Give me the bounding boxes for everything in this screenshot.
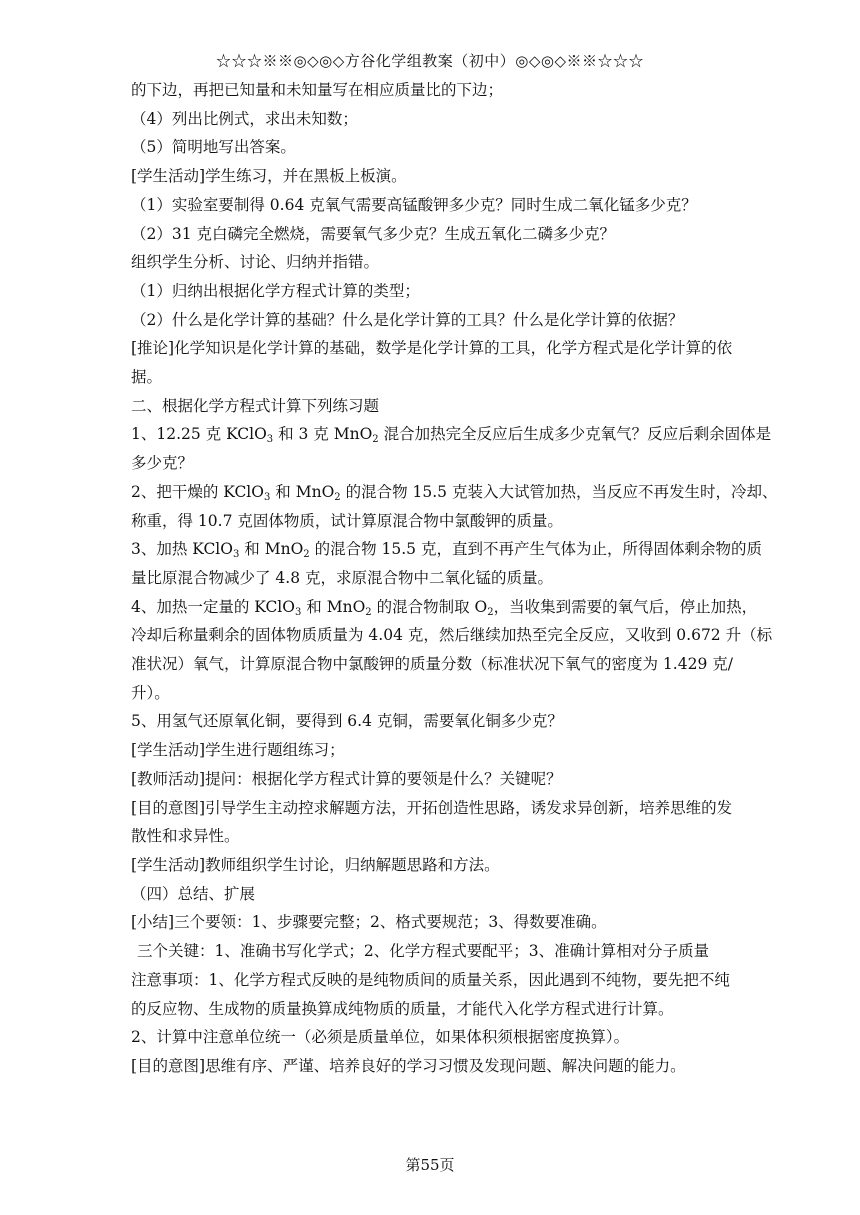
- text-line: 2、计算中注意单位统一（必须是质量单位，如果体积须根据密度换算）。: [131, 1028, 630, 1047]
- section-heading: （四）总结、扩展: [131, 884, 256, 903]
- text-line: 升）。: [131, 683, 170, 702]
- exercise-1: 1、12.25 克 KClO$_3$ 和 3 克 MnO$_2$ 混合加热完全反应后生成多少克氧气？反应后剩余固体是: [131, 425, 772, 446]
- text-line: 的反应物、生成物的质量换算成纯物质的质量，才能代入化学方程式进行计算。: [131, 999, 674, 1018]
- text-line: （5）简明地写出答案。: [131, 138, 296, 157]
- text-line: [目的意图]引导学生主动控求解题方法，开拓创造性思路，诱发求异创新，培养思维的发: [131, 798, 733, 817]
- text-line: 组织学生分析、讨论、归纳并指错。: [131, 253, 380, 272]
- text-line: [目的意图]思维有序、严谨、培养良好的学习习惯及发现问题、解决问题的能力。: [131, 1056, 686, 1075]
- exercise-3: 3、加热 KClO$_3$ 和 MnO$_2$ 的混合物 15.5 克，直到不再产生气体为止，所得固体剩余物的质: [131, 540, 762, 561]
- text-line: （4）列出比例式，求出未知数；: [131, 109, 358, 128]
- exercise-4: 4、加热一定量的 KClO$_3$ 和 MnO$_2$ 的混合物制取 $O_2$，当收集到需要的氧气后，停止加热，: [131, 597, 758, 618]
- text-line: 注意事项：1、化学方程式反映的是纯物质间的质量关系，因此遇到不纯物，要先把不纯: [131, 970, 730, 989]
- exercise-2: 2、把干燥的 KClO$_3$ 和 MnO$_2$ 的混合物 15.5 克装入大试管加热，当反应不再发生时，冷却、: [131, 482, 778, 503]
- text-line: （2）什么是化学计算的基础？什么是化学计算的工具？什么是化学计算的依据？: [131, 310, 684, 329]
- text-line: 冷却后称量剩余的固体物质质量为 4.04 克，然后继续加热至完全反应，又收到 0.672 升（标: [131, 626, 773, 645]
- text-line: （2）31 克白磷完全燃烧，需要氧气多少克？生成五氧化二磷多少克？: [131, 224, 616, 243]
- document-body: [131, 76, 811, 1081]
- page-number: 第55页: [405, 1156, 455, 1174]
- text-line: 准状况）氧气，计算原混合物中氯酸钾的质量分数（标准状况下氧气的密度为 1.429 克/: [131, 655, 733, 674]
- text-line: [学生活动]学生练习，并在黑板上板演。: [131, 167, 407, 186]
- page-header: ☆☆☆※※◎◇◎◇方谷化学组教案（初中）◎◇◎◇※※☆☆☆: [216, 52, 644, 70]
- text-line: 散性和求异性。: [131, 827, 240, 846]
- text-line: [推论]化学知识是化学计算的基础，数学是化学计算的工具，化学方程式是化学计算的依: [131, 339, 733, 358]
- text-line: （1）实验室要制得 0.64 克氧气需要高锰酸钾多少克？同时生成二氧化锰多少克？: [131, 195, 697, 214]
- text-line: 量比原混合物减少了 4.8 克，求原混合物中二氧化锰的质量。: [131, 568, 554, 587]
- text-line: 称重，得 10.7 克固体物质，试计算原混合物中氯酸钾的质量。: [131, 511, 563, 530]
- text-line: [教师活动]提问：根据化学方程式计算的要领是什么？关键呢？: [131, 769, 562, 788]
- section-heading: 二、根据化学方程式计算下列练习题: [131, 396, 380, 415]
- text-line: [学生活动]学生进行题组练习；: [131, 741, 345, 760]
- exercise-5: 5、用氢气还原氧化铜，要得到 6.4 克铜，需要氧化铜多少克？: [131, 712, 563, 731]
- text-line: 据。: [131, 368, 163, 387]
- text-line: [小结]三个要领：1、步骤要完整；2、格式要规范；3、得数要准确。: [131, 913, 607, 932]
- text-line: （1）归纳出根据化学方程式计算的类型；: [131, 281, 420, 300]
- text-line: 三个关键：1、准确书写化学式；2、化学方程式要配平；3、准确计算相对分子质量: [137, 942, 710, 961]
- text-line: 的下边，再把已知量和未知量写在相应质量比的下边；: [131, 81, 504, 99]
- text-line: 多少克？: [131, 454, 194, 473]
- text-line: [学生活动]教师组织学生讨论，归纳解题思路和方法。: [131, 855, 500, 874]
